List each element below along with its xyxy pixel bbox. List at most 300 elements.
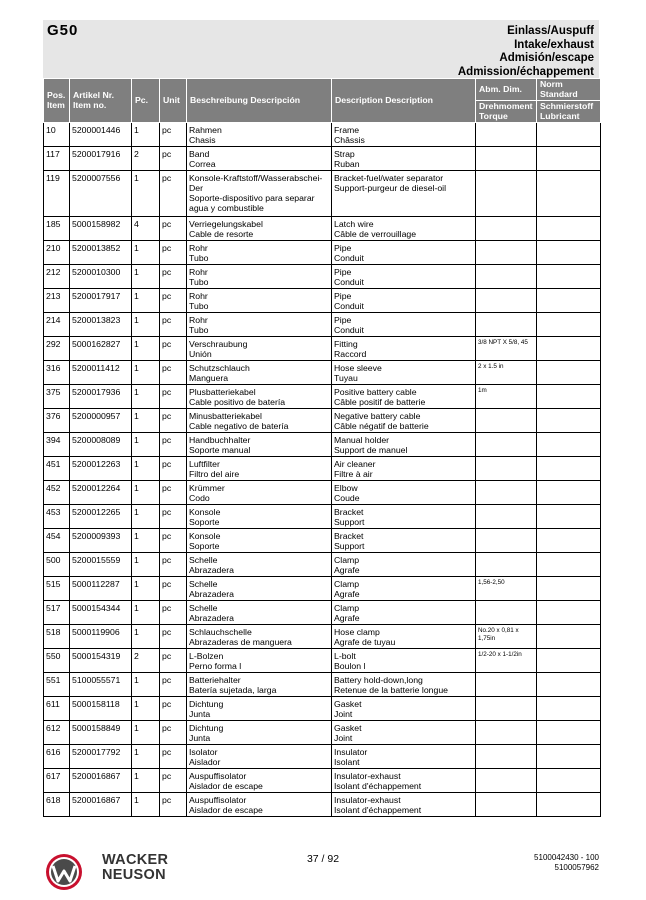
cell-dim (476, 361, 537, 385)
cell-article-text: 5000154344 (72, 603, 121, 613)
cell-unit (160, 529, 187, 553)
cell-unit-text: pc (162, 291, 172, 301)
cell-pos-text: 292 (46, 339, 61, 349)
cell-pc (132, 171, 160, 217)
cell-unit-text: pc (162, 435, 172, 445)
cell-desc1-text: Chasis (189, 135, 216, 145)
title-es: Admisión/escape (499, 52, 594, 64)
cell-desc1-text: Handbuchhalter (189, 435, 251, 445)
cell-pos (44, 721, 70, 745)
table-row (44, 721, 601, 745)
cell-pos-text: 454 (46, 531, 61, 541)
cell-desc2-text: Hose clamp (334, 627, 380, 637)
cell-desc1 (187, 409, 332, 433)
cell-pc-text: 1 (134, 459, 139, 469)
cell-unit (160, 147, 187, 171)
cell-dim (476, 601, 537, 625)
cell-pc-text: 1 (134, 435, 139, 445)
cell-desc1-text: Batteriehalter (189, 675, 241, 685)
cell-desc1-text: Krümmer (189, 483, 225, 493)
cell-unit (160, 171, 187, 217)
cell-article (70, 241, 132, 265)
cell-desc2 (332, 673, 476, 697)
cell-desc2-text: Agrafe (334, 589, 360, 599)
cell-unit-text: pc (162, 387, 172, 397)
cell-desc2-text: Boulon l (334, 661, 366, 671)
cell-dim (476, 721, 537, 745)
cell-pos (44, 481, 70, 505)
table-row (44, 697, 601, 721)
cell-pos-text: 212 (46, 267, 61, 277)
cell-pos-text: 210 (46, 243, 61, 253)
cell-desc1-text: Verriegelungskabel (189, 219, 263, 229)
cell-unit-text: pc (162, 555, 172, 565)
col-article: Artikel Nr. Item no. (70, 79, 132, 123)
cell-dim-text: 1,56-2,50 (478, 579, 505, 586)
cell-desc2-text: Gasket (334, 699, 362, 709)
cell-desc1 (187, 457, 332, 481)
cell-desc1-text: Cable negativo de batería (189, 421, 289, 431)
cell-desc2-text: Clamp (334, 579, 360, 589)
cell-desc2-text: Conduit (334, 325, 364, 335)
cell-article (70, 217, 132, 241)
cell-pc-text: 1 (134, 267, 139, 277)
cell-dim (476, 649, 537, 673)
cell-desc2-text: Conduit (334, 253, 364, 263)
cell-desc1-text: Abrazadera (189, 565, 234, 575)
cell-desc2 (332, 171, 476, 217)
brand-line-1: WACKER (102, 852, 169, 868)
cell-desc1-text: Plusbatteriekabel (189, 387, 256, 397)
cell-unit-text: pc (162, 363, 172, 373)
cell-unit-text: pc (162, 149, 172, 159)
cell-article-text: 5200013823 (72, 315, 121, 325)
cell-pc-text: 4 (134, 219, 139, 229)
cell-desc2-text: Support-purgeur de diesel-oil (334, 183, 447, 193)
cell-dim (476, 289, 537, 313)
cell-desc2-text: Manual holder (334, 435, 390, 445)
cell-desc1-text: Schelle (189, 603, 218, 613)
cell-dim (476, 769, 537, 793)
cell-article-text: 5200009393 (72, 531, 121, 541)
cell-article (70, 745, 132, 769)
cell-dim (476, 457, 537, 481)
cell-pc-text: 2 (134, 651, 139, 661)
cell-pos-text: 500 (46, 555, 61, 565)
cell-desc2-text: Clamp (334, 603, 360, 613)
cell-desc2-text: Tuyau (334, 373, 358, 383)
cell-norm (537, 337, 601, 361)
table-row (44, 553, 601, 577)
cell-desc2 (332, 721, 476, 745)
cell-pos-text: 617 (46, 771, 61, 781)
cell-norm (537, 171, 601, 217)
cell-pc-text: 1 (134, 699, 139, 709)
cell-desc1-text: Rahmen (189, 125, 222, 135)
cell-unit-text: pc (162, 747, 172, 757)
cell-desc2 (332, 601, 476, 625)
cell-article-text: 5200015559 (72, 555, 121, 565)
cell-unit-text: pc (162, 579, 172, 589)
table-row (44, 457, 601, 481)
cell-pc-text: 1 (134, 291, 139, 301)
cell-pos-text: 612 (46, 723, 61, 733)
cell-pc (132, 433, 160, 457)
cell-unit-text: pc (162, 771, 172, 781)
cell-article (70, 601, 132, 625)
cell-unit-text: pc (162, 507, 172, 517)
cell-pos (44, 529, 70, 553)
cell-pos-text: 375 (46, 387, 61, 397)
cell-pos (44, 769, 70, 793)
cell-unit (160, 745, 187, 769)
cell-dim (476, 217, 537, 241)
cell-desc1-text: Soporte (189, 541, 220, 551)
cell-pc-text: 1 (134, 603, 139, 613)
cell-article (70, 289, 132, 313)
cell-desc1-text: Schelle (189, 555, 218, 565)
cell-pos (44, 313, 70, 337)
cell-desc1-text: Tubo (189, 301, 209, 311)
cell-desc1 (187, 123, 332, 147)
cell-article (70, 385, 132, 409)
cell-pos-text: 550 (46, 651, 61, 661)
cell-pos (44, 793, 70, 817)
cell-pos-text: 452 (46, 483, 61, 493)
cell-desc1 (187, 481, 332, 505)
cell-desc2-text: Agrafe (334, 613, 360, 623)
cell-desc1-text: Perno forma l (189, 661, 242, 671)
cell-article-text: 5200000957 (72, 411, 121, 421)
cell-pc-text: 1 (134, 483, 139, 493)
cell-article (70, 553, 132, 577)
cell-desc2-text: Insulator-exhaust (334, 795, 401, 805)
cell-desc2-text: Hose sleeve (334, 363, 382, 373)
cell-desc1 (187, 313, 332, 337)
cell-dim (476, 385, 537, 409)
cell-norm (537, 697, 601, 721)
cell-pos (44, 601, 70, 625)
cell-unit (160, 361, 187, 385)
cell-desc1-text: Manguera (189, 373, 229, 383)
cell-desc1-text: Codo (189, 493, 210, 503)
cell-norm (537, 147, 601, 171)
cell-unit (160, 409, 187, 433)
cell-pos-text: 551 (46, 675, 61, 685)
col-desc2: Description Description (332, 79, 476, 123)
cell-unit-text: pc (162, 699, 172, 709)
table-row (44, 147, 601, 171)
cell-norm (537, 553, 601, 577)
doc-number-2: 5100057962 (554, 862, 599, 872)
cell-pos (44, 265, 70, 289)
cell-unit (160, 241, 187, 265)
cell-unit-text: pc (162, 315, 172, 325)
cell-pc-text: 1 (134, 411, 139, 421)
cell-desc1-text: Junta (189, 709, 211, 719)
table-row (44, 217, 601, 241)
cell-desc2 (332, 793, 476, 817)
cell-pc (132, 217, 160, 241)
cell-pos-text: 376 (46, 411, 61, 421)
cell-dim (476, 313, 537, 337)
title-de: Einlass/Auspuff (507, 25, 594, 37)
cell-desc1 (187, 385, 332, 409)
cell-desc2-text: Filtre à air (334, 469, 373, 479)
cell-desc2-text: Isolant d'échappement (334, 805, 422, 815)
cell-pos-text: 517 (46, 603, 61, 613)
cell-desc2-text: Strap (334, 149, 355, 159)
cell-norm (537, 385, 601, 409)
cell-desc2 (332, 409, 476, 433)
cell-pc (132, 385, 160, 409)
cell-desc1 (187, 673, 332, 697)
cell-unit-text: pc (162, 125, 172, 135)
cell-desc2 (332, 457, 476, 481)
cell-desc2-text: Support (334, 541, 365, 551)
table-row (44, 241, 601, 265)
cell-dim (476, 697, 537, 721)
cell-unit-text: pc (162, 339, 172, 349)
col-dim: Abm. Dim. (476, 79, 537, 101)
cell-desc1-text: Dichtung (189, 699, 224, 709)
cell-article-text: 5200013852 (72, 243, 121, 253)
cell-pc (132, 289, 160, 313)
cell-desc1-text: Soporte manual (189, 445, 251, 455)
cell-desc1 (187, 577, 332, 601)
table-row (44, 361, 601, 385)
cell-article-text: 5200017792 (72, 747, 121, 757)
cell-desc1-text: Rohr (189, 267, 208, 277)
cell-desc2-text: L-bolt (334, 651, 356, 661)
cell-pos (44, 673, 70, 697)
cell-desc1 (187, 553, 332, 577)
cell-norm (537, 457, 601, 481)
cell-pc (132, 529, 160, 553)
col-pos: Pos. Item (44, 79, 70, 123)
cell-desc2 (332, 265, 476, 289)
cell-pos-text: 316 (46, 363, 61, 373)
cell-pos-text: 616 (46, 747, 61, 757)
cell-desc2-text: Pipe (334, 243, 352, 253)
cell-desc1-text: Rohr (189, 315, 208, 325)
table-row (44, 265, 601, 289)
cell-desc2-text: Conduit (334, 277, 364, 287)
cell-pc-text: 2 (134, 149, 139, 159)
cell-dim-text: 3/8 NPT X 5/8, 45 (478, 339, 528, 346)
cell-desc1 (187, 793, 332, 817)
cell-article (70, 361, 132, 385)
cell-desc1 (187, 361, 332, 385)
cell-article (70, 649, 132, 673)
cell-article-text: 5000162827 (72, 339, 121, 349)
cell-unit (160, 625, 187, 649)
cell-desc1-text: Correa (189, 159, 216, 169)
cell-article-text: 5000158849 (72, 723, 121, 733)
cell-pc (132, 553, 160, 577)
cell-desc1-text: L-Bolzen (189, 651, 224, 661)
cell-desc2-text: Gasket (334, 723, 362, 733)
cell-desc2-text: Fitting (334, 339, 358, 349)
cell-desc2-text: Air cleaner (334, 459, 376, 469)
cell-unit-text: pc (162, 411, 172, 421)
cell-article-text: 5200012265 (72, 507, 121, 517)
cell-desc1-text: Schelle (189, 579, 218, 589)
cell-unit-text: pc (162, 243, 172, 253)
cell-desc1 (187, 769, 332, 793)
cell-article-text: 5200017936 (72, 387, 121, 397)
cell-pc (132, 793, 160, 817)
cell-dim-text: 2 x 1.5 in (478, 363, 504, 370)
table-row (44, 577, 601, 601)
cell-article (70, 147, 132, 171)
cell-desc2-text: Châssis (334, 135, 365, 145)
cell-norm (537, 241, 601, 265)
cell-dim (476, 433, 537, 457)
cell-desc2-text: Retenue de la batterie longue (334, 685, 448, 695)
cell-unit-text: pc (162, 603, 172, 613)
cell-desc1-text: Rohr (189, 243, 208, 253)
cell-norm (537, 361, 601, 385)
cell-desc2 (332, 769, 476, 793)
table-row (44, 123, 601, 147)
cell-pc (132, 147, 160, 171)
cell-pos (44, 553, 70, 577)
cell-pos (44, 171, 70, 217)
table-row (44, 409, 601, 433)
cell-pc (132, 697, 160, 721)
cell-desc2 (332, 361, 476, 385)
cell-norm (537, 673, 601, 697)
cell-pos-text: 214 (46, 315, 61, 325)
cell-article (70, 171, 132, 217)
cell-desc2-text: Coude (334, 493, 360, 503)
cell-desc1-text: Konsole (189, 507, 221, 517)
cell-article (70, 337, 132, 361)
cell-pc-text: 1 (134, 675, 139, 685)
cell-unit (160, 123, 187, 147)
cell-unit-text: pc (162, 675, 172, 685)
cell-dim (476, 505, 537, 529)
cell-desc2 (332, 481, 476, 505)
cell-dim (476, 673, 537, 697)
cell-unit-text: pc (162, 531, 172, 541)
cell-desc2-text: Isolant (334, 757, 360, 767)
cell-unit (160, 697, 187, 721)
cell-desc1 (187, 337, 332, 361)
col-torque: Drehmoment Torque (476, 101, 537, 123)
table-row (44, 769, 601, 793)
cell-desc1-text: Schlauchschelle (189, 627, 252, 637)
cell-pc (132, 457, 160, 481)
cell-desc1 (187, 721, 332, 745)
cell-pos (44, 337, 70, 361)
cell-desc2 (332, 433, 476, 457)
cell-norm (537, 217, 601, 241)
cell-article (70, 265, 132, 289)
cell-article-text: 5000119906 (72, 627, 120, 637)
cell-desc2 (332, 745, 476, 769)
cell-desc1-text: Junta (189, 733, 211, 743)
cell-article-text: 5200011412 (72, 363, 120, 373)
cell-pos (44, 123, 70, 147)
cell-pc (132, 481, 160, 505)
cell-desc1-text: Cable positivo de batería (189, 397, 286, 407)
cell-pc (132, 577, 160, 601)
cell-unit (160, 601, 187, 625)
cell-desc1 (187, 625, 332, 649)
cell-desc2-text: Bracket (334, 507, 364, 517)
cell-dim-text: 1m (478, 387, 487, 394)
cell-pc-text: 1 (134, 125, 139, 135)
cell-pos-text: 451 (46, 459, 61, 469)
col-lubricant: Schmierstoff Lubricant (537, 101, 601, 123)
table-row (44, 289, 601, 313)
cell-desc1 (187, 649, 332, 673)
cell-pc-text: 1 (134, 555, 139, 565)
table-row (44, 505, 601, 529)
cell-desc2-text: Support (334, 517, 365, 527)
cell-pc (132, 409, 160, 433)
cell-desc1-text: Luftfilter (189, 459, 220, 469)
table-row (44, 337, 601, 361)
cell-norm (537, 409, 601, 433)
cell-norm (537, 529, 601, 553)
cell-desc2-text: Isolant d'échappement (334, 781, 422, 791)
table-row (44, 601, 601, 625)
cell-pc-text: 1 (134, 795, 139, 805)
cell-unit (160, 217, 187, 241)
cell-desc1-text: Aislador de escape (189, 805, 263, 815)
table-row (44, 625, 601, 649)
cell-norm (537, 721, 601, 745)
cell-desc2 (332, 697, 476, 721)
cell-unit (160, 481, 187, 505)
cell-pos (44, 241, 70, 265)
cell-unit-text: pc (162, 219, 172, 229)
cell-desc1-text: Verschraubung (189, 339, 248, 349)
cell-pos-text: 518 (46, 627, 61, 637)
cell-desc2-text: Câble positif de batterie (334, 397, 426, 407)
cell-pc-text: 1 (134, 723, 139, 733)
cell-desc2 (332, 217, 476, 241)
cell-desc1-text: Tubo (189, 253, 209, 263)
cell-desc2-text: Ruban (334, 159, 360, 169)
table-row (44, 793, 601, 817)
cell-pc-text: 1 (134, 747, 139, 757)
cell-norm (537, 481, 601, 505)
cell-article-text: 5200016867 (72, 795, 121, 805)
cell-pos-text: 117 (46, 149, 60, 159)
cell-unit (160, 769, 187, 793)
cell-pc (132, 241, 160, 265)
cell-pos (44, 745, 70, 769)
title-en: Intake/exhaust (514, 38, 594, 51)
cell-desc1-text: agua y combustible (189, 203, 264, 213)
cell-norm (537, 601, 601, 625)
cell-pc (132, 721, 160, 745)
cell-pos-text: 394 (46, 435, 61, 445)
cell-article-text: 5200012264 (72, 483, 121, 493)
cell-pc (132, 123, 160, 147)
cell-pc (132, 649, 160, 673)
cell-dim (476, 147, 537, 171)
cell-desc2 (332, 241, 476, 265)
cell-pos (44, 457, 70, 481)
cell-article (70, 793, 132, 817)
cell-unit (160, 649, 187, 673)
cell-pos (44, 433, 70, 457)
